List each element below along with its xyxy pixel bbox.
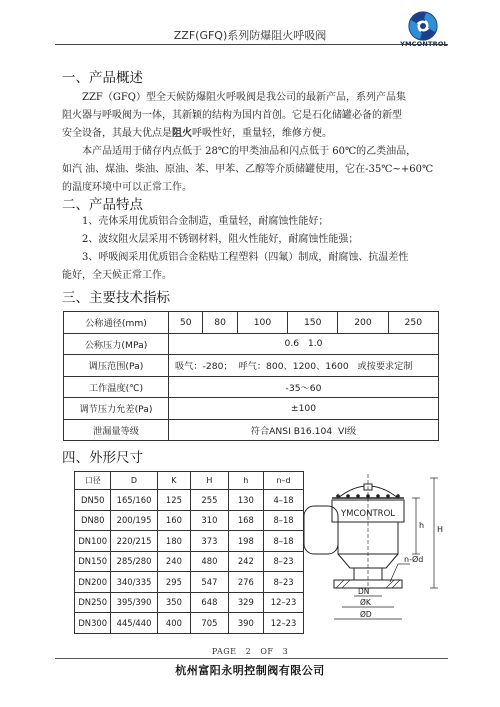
table-cell: 125 — [157, 490, 191, 511]
table-cell: 240 — [157, 551, 191, 572]
table-header-row — [75, 472, 304, 490]
spec-row — [64, 355, 439, 377]
table-row — [75, 572, 304, 593]
spec-row — [64, 333, 439, 355]
column-header: K — [157, 472, 191, 490]
table-row — [75, 531, 304, 552]
section-heading-features: 二、产品特点 — [62, 197, 143, 213]
table-cell: 276 — [228, 572, 263, 593]
table-cell: 4–18 — [264, 490, 304, 511]
table-cell: 295 — [157, 572, 191, 593]
feature-item: 能好，全天候正常工作。 — [62, 270, 172, 281]
table-cell: 445/440 — [111, 613, 157, 634]
drawing-brand-label: YMCONTROL — [340, 509, 396, 519]
feature-item: 3、呼吸阀采用优质铝合金粘贴工程塑料（四氟）制成，耐腐蚀、抗温差性 — [82, 252, 409, 263]
overview-text: 呼吸性好，重量轻，维修方便。 — [192, 128, 332, 139]
spec-label: 工作温度(℃) — [64, 376, 169, 398]
overview-text: 安全设备，其最大优点是 — [62, 128, 172, 139]
table-cell: 310 — [191, 510, 228, 531]
spec-cell: 80 — [203, 312, 237, 334]
drawing-label-k: ØK — [360, 598, 371, 607]
table-cell: 8–18 — [264, 510, 304, 531]
table-cell: DN250 — [75, 592, 111, 613]
table-cell: 165/160 — [111, 490, 157, 511]
table-cell: 547 — [191, 572, 228, 593]
overview-line — [62, 125, 444, 143]
drawing-label-H: H — [437, 525, 444, 534]
dimension-lines — [334, 478, 438, 619]
table-cell: 350 — [157, 592, 191, 613]
overview-line: 的温度环境中可以正常工作。 — [62, 182, 192, 193]
table-cell: 648 — [191, 592, 228, 613]
spec-cell: 150 — [288, 312, 338, 334]
overview-bold-text: 阻火 — [172, 128, 192, 139]
table-cell: 705 — [191, 613, 228, 634]
spec-table — [63, 311, 439, 441]
table-cell: 340/335 — [111, 572, 157, 593]
table-cell: 285/280 — [111, 551, 157, 572]
column-header: h — [228, 472, 263, 490]
column-header: n–d — [264, 472, 304, 490]
column-header: 口径 — [75, 472, 111, 490]
overview-paragraph-1 — [62, 89, 444, 143]
feature-item: 1、壳体采用优质铝合金制造，重量轻，耐腐蚀性能好； — [82, 216, 329, 227]
drawing-label-dn: DN — [358, 587, 370, 596]
drawing-label-nd: n-Ød — [404, 555, 424, 564]
spec-label: 公称通径(mm) — [64, 312, 169, 334]
spec-cell: 吸气：-280； 呼气：800、1200、1600 或按要求定制 — [169, 355, 439, 377]
spec-cell: 0.6 1.0 — [169, 333, 439, 355]
table-cell: 12–23 — [264, 613, 304, 634]
table-row — [75, 592, 304, 613]
table-cell: 180 — [157, 531, 191, 552]
document-title: ZZF(GFQ)系列防爆阻火呼吸阀 — [173, 29, 327, 42]
spec-label: 公称压力(MPa) — [64, 333, 169, 355]
table-cell: 168 — [228, 510, 263, 531]
side-port — [304, 506, 338, 554]
spec-cell: -35～60 — [169, 376, 439, 398]
table-cell: 130 — [228, 490, 263, 511]
table-cell: 160 — [157, 510, 191, 531]
table-cell: 200/195 — [111, 510, 157, 531]
table-cell: 12–23 — [264, 592, 304, 613]
table-row — [75, 510, 304, 531]
table-cell: DN300 — [75, 613, 111, 634]
overview-line: 如汽 油、煤油、柴油、原油、苯、甲苯、乙醇等介质储罐使用，它在-35℃~+60℃ — [62, 164, 434, 175]
table-cell: 255 — [191, 490, 228, 511]
table-cell: 8–23 — [264, 572, 304, 593]
spec-cell: 50 — [169, 312, 203, 334]
features-list — [62, 213, 444, 285]
section-heading-specs: 三、主要技术指标 — [62, 290, 170, 306]
dimensions-table — [74, 471, 304, 634]
column-header: H — [191, 472, 228, 490]
spec-cell: 100 — [237, 312, 287, 334]
logo-text: YMCONTROL — [400, 40, 448, 48]
feature-item: 2、波纹阻火层采用不锈钢材料，阻火性能好，耐腐蚀性能强； — [82, 234, 359, 245]
valve-outline-drawing — [298, 470, 458, 640]
table-cell: 242 — [228, 551, 263, 572]
spec-row — [64, 398, 439, 420]
drawing-label-h: h — [419, 521, 425, 530]
table-cell: 198 — [228, 531, 263, 552]
table-cell: DN200 — [75, 572, 111, 593]
section-heading-overview: 一、产品概述 — [62, 70, 143, 86]
table-cell: 480 — [191, 551, 228, 572]
overview-line: 本产品适用于储存内点低于 28℃的甲类油品和闪点低于 60℃的乙类油品， — [82, 146, 417, 157]
spec-row — [64, 312, 439, 334]
table-cell: 390 — [228, 613, 263, 634]
drawing-label-d: ØD — [360, 610, 372, 619]
table-row — [75, 551, 304, 572]
table-cell: 8–18 — [264, 531, 304, 552]
company-name: 杭州富阳永明控制阀有限公司 — [175, 664, 325, 677]
table-cell: 400 — [157, 613, 191, 634]
spec-label: 调节压力允差(Pa) — [64, 398, 169, 420]
column-header: D — [111, 472, 157, 490]
table-cell: DN150 — [75, 551, 111, 572]
spec-row — [64, 376, 439, 398]
table-cell: DN50 — [75, 490, 111, 511]
table-cell: 395/390 — [111, 592, 157, 613]
table-row — [75, 490, 304, 511]
table-cell: 8–23 — [264, 551, 304, 572]
overview-line: 阻火器与呼吸阀为一体，其新颖的结构为国内首创。它是石化储罐必备的新型 — [62, 110, 402, 121]
overview-line: ZZF（GFQ）型全天候防爆阻火呼吸阀是我公司的最新产品，系列产品集 — [82, 92, 406, 103]
table-cell: DN80 — [75, 510, 111, 531]
footer-rule — [55, 658, 448, 659]
table-row — [75, 613, 304, 634]
table-cell: DN100 — [75, 531, 111, 552]
spec-row — [64, 419, 439, 441]
spec-cell: 250 — [388, 312, 438, 334]
table-cell: 373 — [191, 531, 228, 552]
spec-cell: ±100 — [169, 398, 439, 420]
spec-label: 调压范围(Pa) — [64, 355, 169, 377]
section-heading-dimensions: 四、外形尺寸 — [62, 450, 143, 466]
header-rule — [55, 44, 448, 45]
spec-cell: 200 — [338, 312, 388, 334]
page-number: PAGE 2 OF 3 — [211, 647, 289, 656]
spec-cell: 符合ANSI B16.104 VI级 — [169, 419, 439, 441]
overview-paragraph-2 — [62, 143, 444, 197]
table-cell: 220/215 — [111, 531, 157, 552]
table-cell: 329 — [228, 592, 263, 613]
spec-label: 泄漏量等级 — [64, 419, 169, 441]
